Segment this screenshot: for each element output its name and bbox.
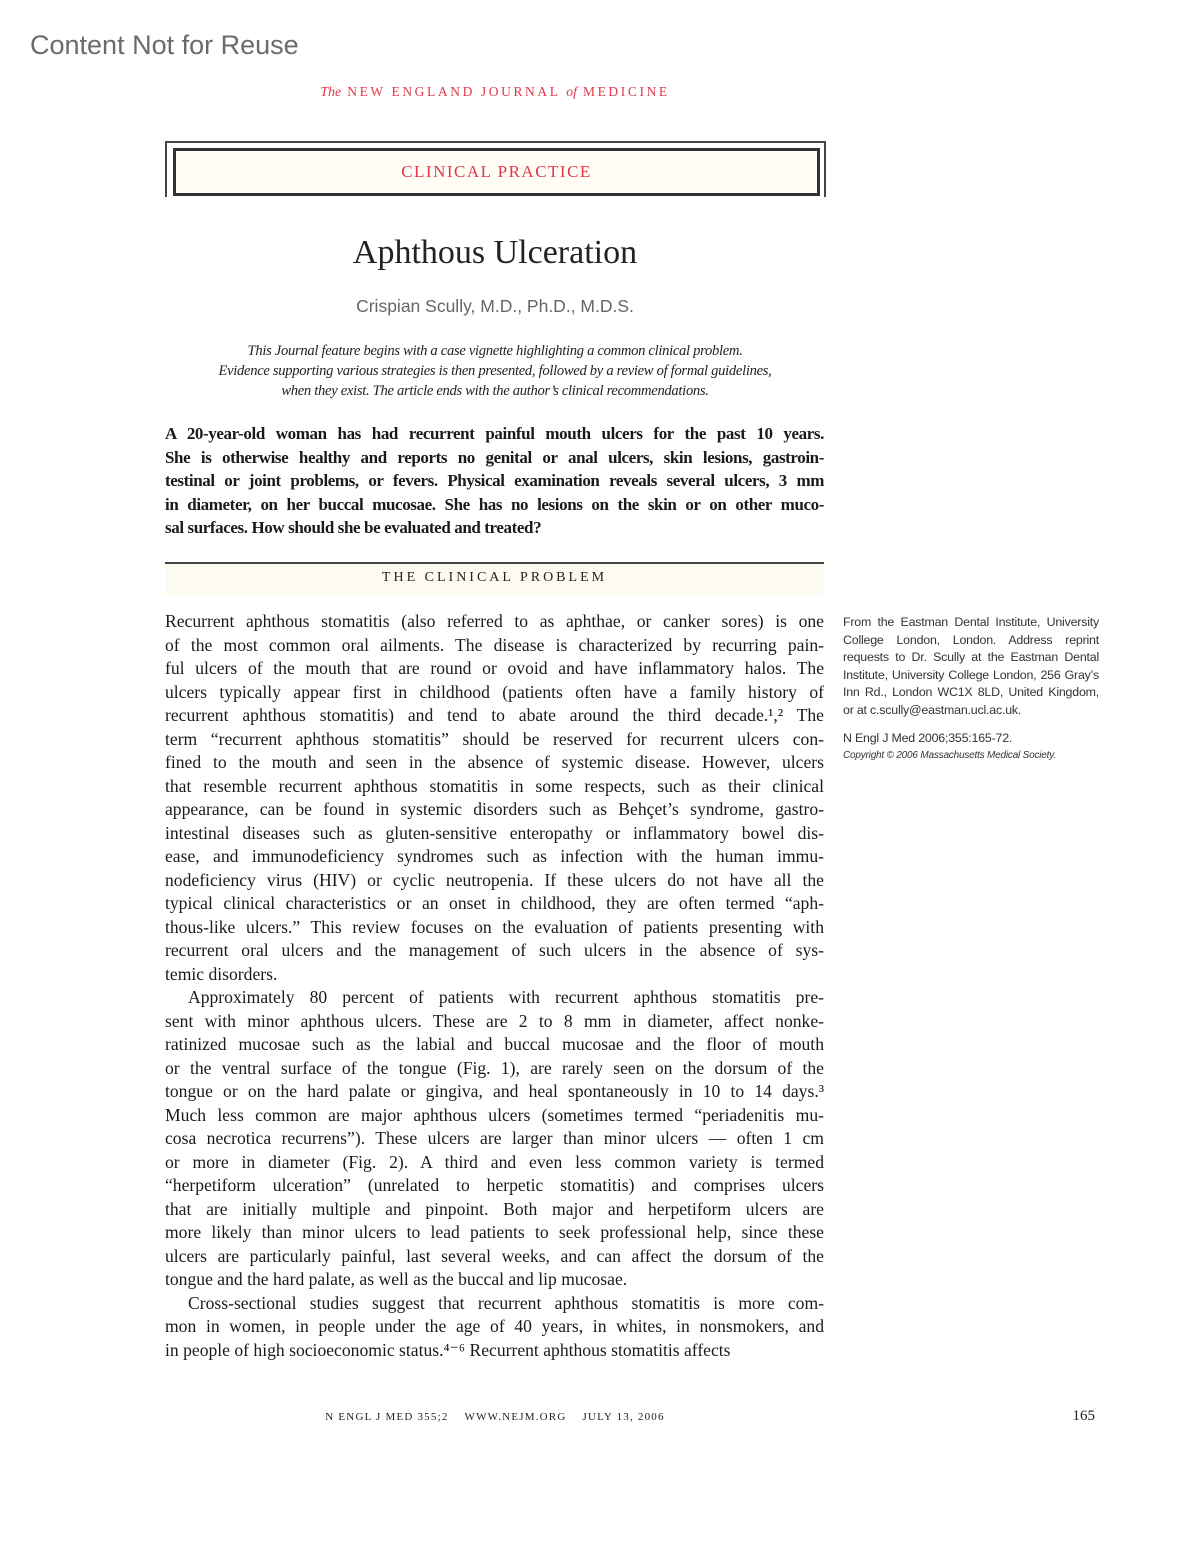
journal-name-1: NEW ENGLAND JOURNAL bbox=[347, 84, 561, 99]
watermark: Content Not for Reuse bbox=[30, 30, 299, 60]
citation: N Engl J Med 2006;355:165-72. bbox=[843, 730, 1013, 745]
footer-journal: N ENGL J MED 355;2 bbox=[325, 1411, 449, 1423]
article-body bbox=[165, 610, 824, 1362]
text-line: “herpetiform ulceration” (unrelated to herpetic stomatitis) and comprises ulcers bbox=[165, 1175, 824, 1195]
text-line: ulcers are particularly painful, last several weeks, and can affect the dorsum of the bbox=[165, 1245, 824, 1266]
footer-url[interactable]: WWW.NEJM.ORG bbox=[464, 1411, 567, 1423]
text-line: intestinal diseases such as gluten-sensitive enteropathy or inflammatory bowel dis- bbox=[165, 822, 824, 843]
text-line: or the ventral surface of the tongue (Fig. 1), are rarely seen on the dorsum of the bbox=[165, 1057, 824, 1078]
text-line: sent with minor aphthous ulcers. These are 2 to 8 mm in diameter, affect nonke- bbox=[165, 1010, 824, 1031]
text-line: tongue and the hard palate, as well as the buccal and lip mucosae. bbox=[165, 1269, 628, 1289]
text-line: ful ulcers of the mouth that are round or ovoid and have inflammatory halos. The bbox=[165, 658, 824, 678]
author-affiliation: From the Eastman Dental Institute, University College London, London. Address reprint requests to Dr. Scully at the Eastman Dental Institute, University College London, 256 Gray’s Inn Rd., London WC1X 8LD, United Kingdom, or at c.scully@eastman.ucl.ac.uk. bbox=[843, 615, 1099, 717]
case-vignette bbox=[165, 422, 824, 540]
text-line: cosa necrotica recurrens”). These ulcers are larger than minor ulcers — often 1 cm bbox=[165, 1128, 824, 1148]
text-line: Much less common are major aphthous ulcers (sometimes termed “periadenitis mu- bbox=[165, 1104, 824, 1125]
text-line: thous-like ulcers.” This review focuses on the evaluation of patients presenting with bbox=[165, 916, 824, 937]
text-line: sal surfaces. How should she be evaluated and treated? bbox=[165, 518, 542, 537]
text-line: ease, and immunodeficiency syndromes such as infection with the human immu- bbox=[165, 846, 824, 866]
text-line: Cross-sectional studies suggest that recurrent aphthous stomatitis is more com- bbox=[188, 1292, 824, 1313]
text-line: Recurrent aphthous stomatitis (also referred to as aphthae, or canker sores) is one bbox=[165, 611, 824, 631]
text-line: temic disorders. bbox=[165, 963, 278, 984]
journal-name-2: MEDICINE bbox=[582, 84, 670, 99]
text-line: more likely than minor ulcers to lead patients to seek professional help, since these bbox=[165, 1222, 824, 1242]
text-line: ratinized mucosae such as the labial and buccal mucosae and the floor of mouth bbox=[165, 1034, 824, 1054]
journal-the: The bbox=[320, 85, 342, 100]
intro-line: Evidence supporting various strategies is then presented, followed by a review of formal guidelines, bbox=[218, 363, 772, 379]
sidebar-notes bbox=[843, 614, 1099, 765]
text-line: of the most common oral ailments. The disease is characterized by recurring pain- bbox=[165, 634, 824, 655]
text-line: mon in women, in people under the age of 40 years, in whites, in nonsmokers, and bbox=[165, 1316, 824, 1336]
intro-line: when they exist. The article ends with the author’s clinical recommendations. bbox=[281, 383, 709, 399]
copyright: Copyright © 2006 Massachusetts Medical Society. bbox=[843, 750, 1056, 762]
section-banner: CLINICAL PRACTICE bbox=[173, 148, 820, 196]
feature-intro bbox=[165, 341, 825, 401]
article-author: Crispian Scully, M.D., Ph.D., M.D.S. bbox=[356, 296, 634, 316]
text-line: recurrent aphthous stomatitis) and tend to abate around the third decade.¹,² The bbox=[165, 705, 824, 725]
text-line: Approximately 80 percent of patients with recurrent aphthous stomatitis pre- bbox=[188, 987, 824, 1007]
paragraph bbox=[165, 610, 824, 986]
intro-line: This Journal feature begins with a case vignette highlighting a common clinical problem. bbox=[247, 343, 743, 359]
paragraph bbox=[165, 422, 824, 540]
text-line: ulcers typically appear first in childhood (patients often have a family history of bbox=[165, 681, 824, 702]
article-title: Aphthous Ulceration bbox=[352, 234, 638, 271]
text-line: that resemble recurrent aphthous stomatitis in some respects, such as their clinical bbox=[165, 775, 824, 796]
journal-header bbox=[165, 84, 825, 101]
text-line: recurrent oral ulcers and the management of such ulcers in the absence of sys- bbox=[165, 940, 824, 960]
section-heading: THE CLINICAL PROBLEM bbox=[165, 564, 824, 595]
text-line: typical clinical characteristics or an onset in childhood, they are often termed “aph- bbox=[165, 893, 824, 913]
text-line: appearance, can be found in systemic disorders such as Behçet’s syndrome, gastro- bbox=[165, 799, 824, 819]
text-line: testinal or joint problems, or fevers. Physical examination reveals several ulcers, 3 mm bbox=[165, 471, 824, 490]
text-line: A 20-year-old woman has had recurrent painful mouth ulcers for the past 10 years. bbox=[165, 424, 824, 443]
text-line: that are initially multiple and pinpoint. Both major and herpetiform ulcers are bbox=[165, 1198, 824, 1219]
text-line: term “recurrent aphthous stomatitis” should be reserved for recurrent ulcers con- bbox=[165, 728, 824, 749]
page-footer bbox=[165, 1411, 825, 1423]
journal-of: of bbox=[566, 85, 577, 100]
page-number: 165 bbox=[1072, 1408, 1095, 1424]
text-line: tongue or on the hard palate or gingiva, and heal spontaneously in 10 to 14 days.³ bbox=[165, 1081, 824, 1101]
paragraph bbox=[165, 1292, 824, 1363]
text-line: nodeficiency virus (HIV) or cyclic neutropenia. If these ulcers do not have all the bbox=[165, 869, 824, 890]
text-line: in people of high socioeconomic status.⁴⁻⁶ Recurrent aphthous stomatitis affects bbox=[165, 1339, 731, 1360]
paragraph bbox=[165, 986, 824, 1292]
text-line: in diameter, on her buccal mucosae. She has no lesions on the skin or on other muco- bbox=[165, 494, 824, 514]
text-line: fined to the mouth and seen in the absence of systemic disease. However, ulcers bbox=[165, 752, 824, 772]
text-line: She is otherwise healthy and reports no genital or anal ulcers, skin lesions, gastroin- bbox=[165, 447, 824, 467]
footer-date: JULY 13, 2006 bbox=[582, 1411, 665, 1423]
text-line: or more in diameter (Fig. 2). A third and even less common variety is termed bbox=[165, 1151, 824, 1172]
